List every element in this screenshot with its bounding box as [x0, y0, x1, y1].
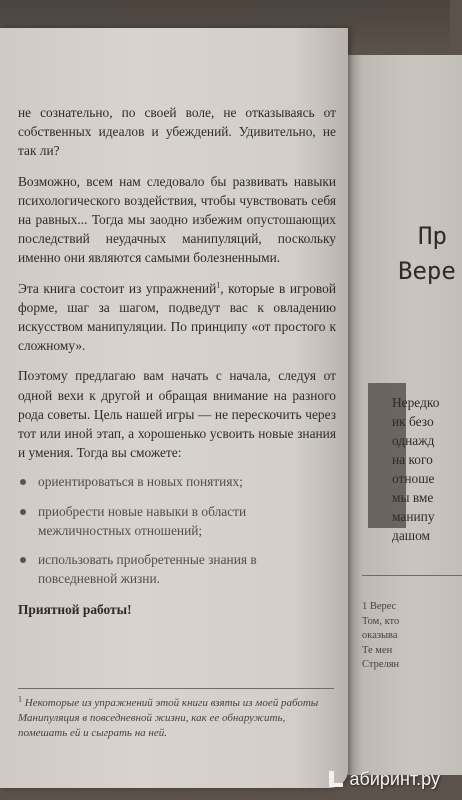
list-item	[18, 472, 336, 491]
bullet-icon	[20, 557, 26, 563]
list-item-text: приобрести новые навыки в области межличностных отношений;	[38, 503, 247, 538]
right-page-title-line-1: Пр	[418, 222, 447, 250]
paragraph: Возможно, всем нам следовало бы развивать навыки психологического воздействия, чтобы чувствовать себя на равных... Тогда мы заодно избежим опустошающих последствий неудачных манипуляций, поскольку именно они являются самыми болезненными.	[18, 173, 336, 266]
right-page-line: манипу	[392, 509, 435, 524]
footnote-text: Некоторые из упражнений этой книги взяты из моей работы Манипуляция в повседневной жизни, как ее обнаружить, помешать ей и сыграть на ней.	[18, 697, 319, 739]
right-page-line: мы вме	[392, 490, 434, 505]
footnote-number: 1	[18, 694, 22, 704]
bullet-icon	[20, 509, 26, 515]
labirint-logo-icon	[326, 769, 346, 789]
left-page-body	[18, 103, 336, 631]
footnote	[18, 696, 336, 741]
right-page-footnote-line: Том, кто	[362, 615, 400, 627]
right-page-line: отноше	[392, 471, 435, 486]
watermark	[326, 769, 440, 790]
right-page-line: дашом	[392, 528, 430, 543]
right-page-footnote-line: 1 Вереc	[362, 601, 397, 612]
right-page-line: Нередко	[392, 395, 440, 410]
right-page-footnote-line: Те мен	[362, 644, 393, 656]
paragraph: Поэтому предлагаю вам начать с начала, следуя от одной вехи к другой и обращая внимание на разного рода советы. Цель нашей игры — не перескочить через тот или иной этап, а хорошенько усвоить новые знания и умения. Тогда вы сможете:	[18, 368, 336, 461]
list-item	[18, 502, 336, 540]
footnote-rule	[18, 688, 334, 689]
right-page-line: однажд	[392, 433, 435, 448]
bullet-list	[18, 472, 336, 588]
left-page	[0, 28, 348, 788]
paragraph	[18, 279, 336, 356]
right-page-footnote	[362, 600, 452, 673]
paragraph-text: Эта книга состоит из упражнений	[18, 280, 217, 296]
list-item-text: ориентироваться в новых понятиях;	[38, 474, 243, 490]
right-page-footnote-rule	[362, 575, 462, 576]
watermark-text: абиринт.ру	[349, 769, 440, 789]
right-page-title-line-2: Вере	[398, 257, 456, 285]
right-page-text	[392, 393, 462, 545]
list-item	[18, 550, 336, 588]
list-item-text: использовать приобретенные знания в повседневной жизни.	[38, 552, 257, 587]
right-page-footnote-line: оказыва	[362, 630, 398, 641]
closing-line: Приятной работы!	[18, 602, 132, 618]
footnote-marker: 1	[216, 280, 221, 290]
bullet-icon	[20, 479, 26, 485]
right-page-line: на кого	[392, 452, 433, 467]
right-page-line: ик безо	[392, 414, 434, 429]
right-page-footnote-line: Стрелян	[362, 659, 400, 670]
paragraph: не сознательно, по своей воле, не отказываясь от собственных идеалов и убеждений. Удивительно, не так ли?	[18, 105, 336, 159]
paragraph-text: , которые в игровой форме, шаг за шагом, подведут вас к овладению искусством манипуляции. По принципу «от простого к сложному».	[18, 280, 336, 354]
